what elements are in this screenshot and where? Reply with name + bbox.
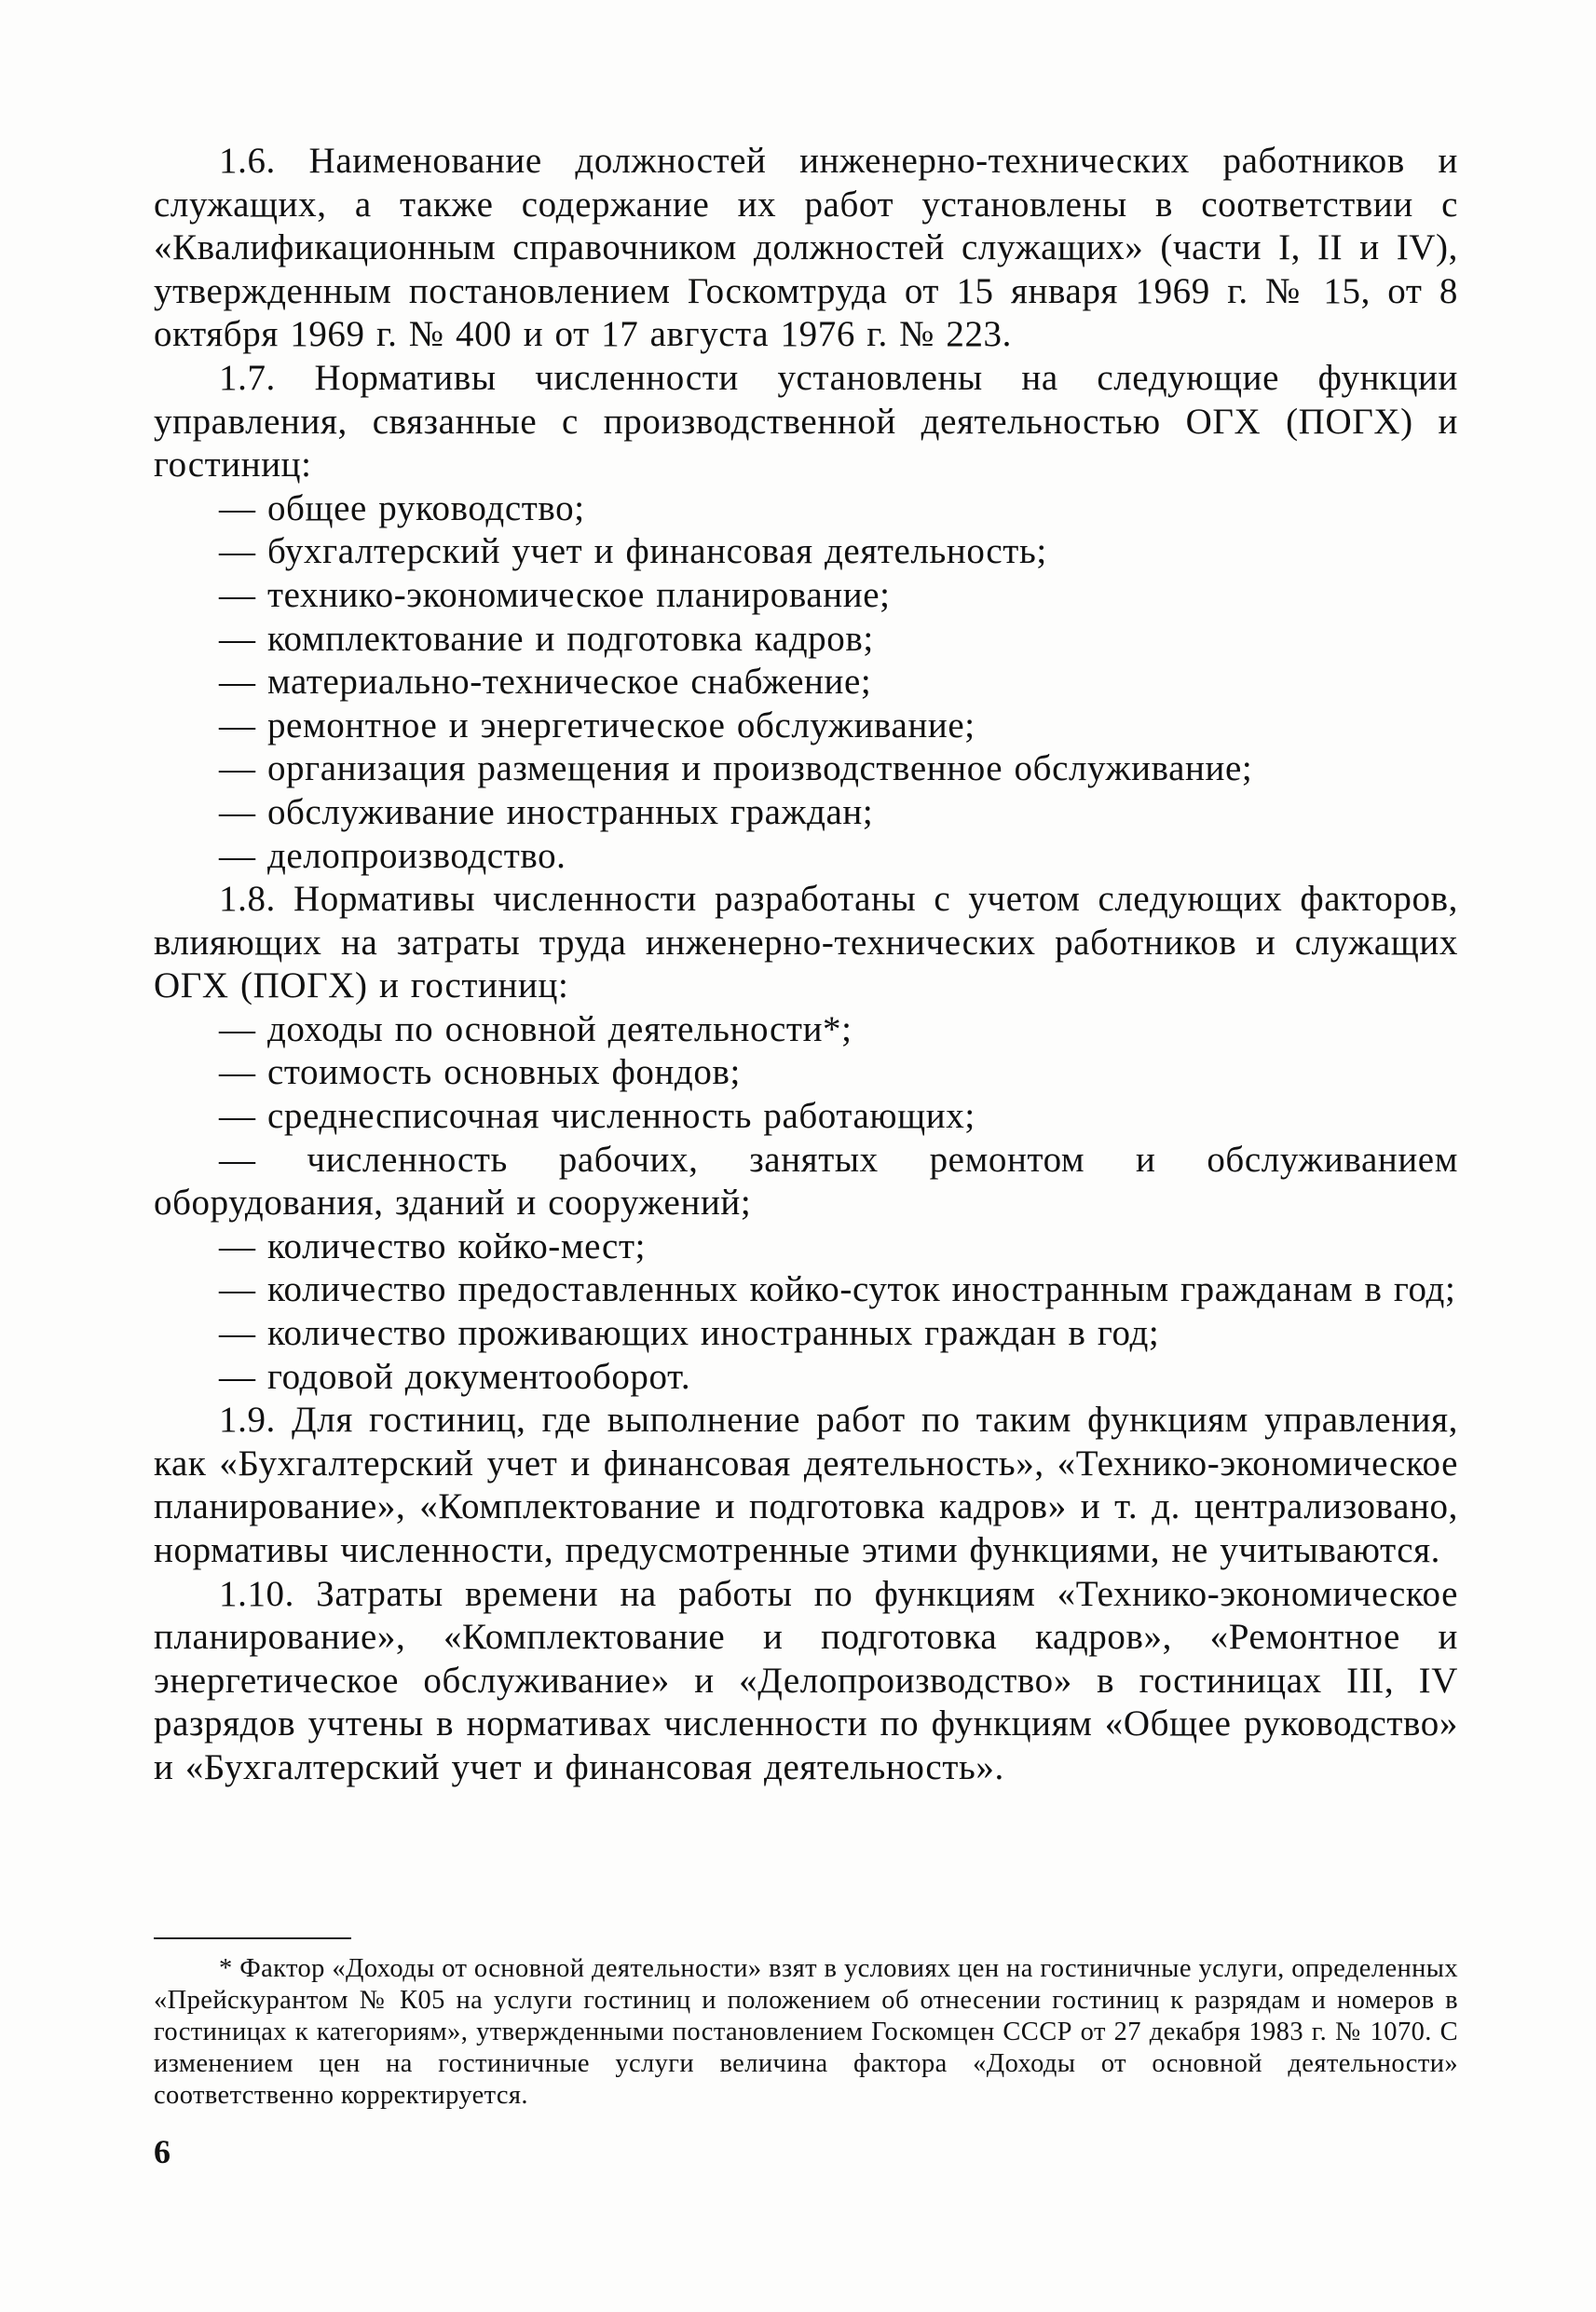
list-item: — стоимость основных фондов; <box>219 1052 741 1093</box>
body-text <box>154 140 1458 1790</box>
paragraph-1-9: 1.9. Для гостиниц, где выполнение работ по таким функциям управления, как «Бухгалтерский учет и финансовая деятельность», «Технико-экономическое планирование», «Комплектование и подготовка кадров» и т. д. централизовано, нормативы численности, предусмотренные этими функциями, не учитываются. <box>154 1400 1458 1570</box>
paragraph-1-10: 1.10. Затраты времени на работы по функциям «Технико-экономическое планирование», «Комплектование и подготовка кадров», «Ремонтное и энергетическое обслуживание» и «Делопроизводство» в гостиницах III, IV разрядов учтены в нормативах численности по функциям «Общее руководство» и «Бухгалтерский учет и финансовая деятельность». <box>154 1573 1458 1787</box>
list-item: — комплектование и подготовка кадров; <box>219 618 874 659</box>
paragraph-1-7: 1.7. Нормативы численности установлены на следующие функции управления, связанные с производственной деятельностью ОГХ (ПОГХ) и гостиниц: <box>154 357 1458 486</box>
list-item: — организация размещения и производственное обслуживание; <box>219 748 1253 789</box>
list-item: — технико-экономическое планирование; <box>219 574 891 615</box>
list-item: — количество предоставленных койко-суток иностранным гражданам в год; <box>219 1269 1456 1310</box>
list-item: — бухгалтерский учет и финансовая деятельность; <box>219 531 1047 572</box>
list-item: — годовой документооборот. <box>219 1356 691 1397</box>
list-item: — обслуживание иностранных граждан; <box>219 791 874 832</box>
footnote-divider <box>154 1937 351 1939</box>
list-item: — количество койко-мест; <box>219 1225 647 1266</box>
paragraph-1-8: 1.8. Нормативы численности разработаны с учетом следующих факторов, влияющих на затраты труда инженерно-технических работников и служащих ОГХ (ПОГХ) и гостиниц: <box>154 879 1458 1006</box>
list-item: — среднесписочная численность работающих; <box>219 1096 975 1137</box>
list-item: — материально-техническое снабжение; <box>219 662 872 703</box>
list-item: — количество проживающих иностранных граждан в год; <box>219 1313 1160 1354</box>
page-number: 6 <box>154 2133 171 2170</box>
paragraph-1-6: 1.6. Наименование должностей инженерно-технических работников и служащих, а также содержание их работ установлены в соответствии с «Квалификационным справочником должностей служащих» (части I, II и IV), утвержденным постановлением Госкомтруда от 15 января 1969 г. № 15, от 8 октября 1969 г. № 400 и от 17 августа 1976 г. № 223. <box>154 141 1458 355</box>
list-item: — общее руководство; <box>219 487 585 528</box>
list-item: — доходы по основной деятельности*; <box>219 1008 853 1049</box>
list-item: — численность рабочих, занятых ремонтом и обслуживанием оборудования, зданий и сооружений; <box>154 1139 1458 1224</box>
list-item: — ремонтное и энергетическое обслуживание; <box>219 705 975 746</box>
list-item: — делопроизводство. <box>219 835 566 876</box>
footnote: * Фактор «Доходы от основной деятельности» взят в условиях цен на гостиничные услуги, определенных «Прейскурантом № К05 на услуги гостиниц и положением об отнесении гостиниц к разрядам и номеров в гостиницах к категориям», утвержденными постановлением Госкомцен СССР от 27 декабря 1983 г. № 1070. С изменением цен на гостиничные услуги величина фактора «Доходы от основной деятельности» соответственно корректируется. <box>154 1954 1458 2110</box>
